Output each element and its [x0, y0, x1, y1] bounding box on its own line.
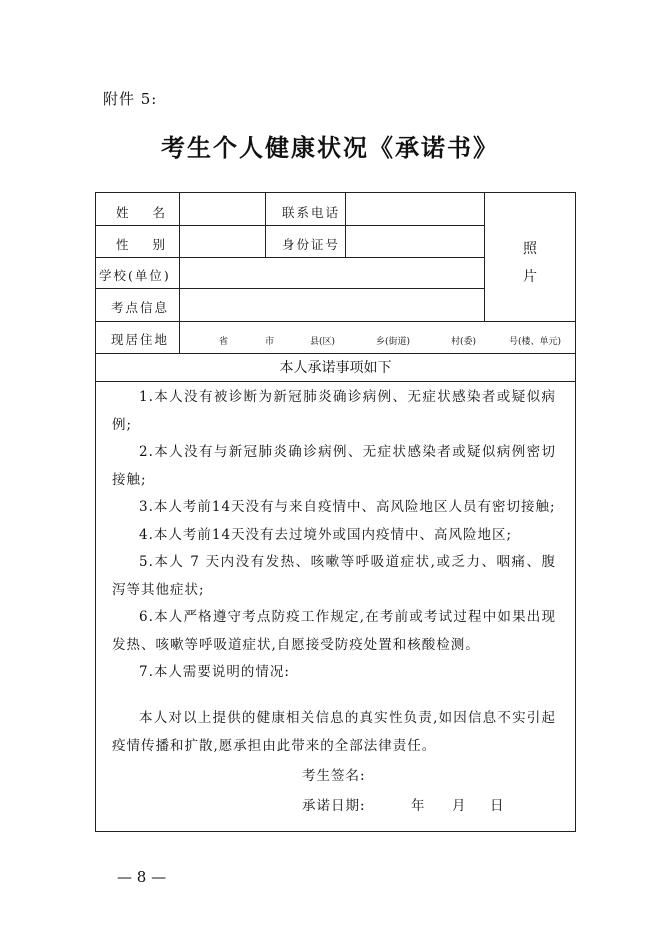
row-divider: [95, 225, 484, 226]
id-number-field[interactable]: [347, 227, 482, 256]
attachment-label: 附件 5:: [103, 90, 158, 108]
name-field[interactable]: [181, 194, 263, 224]
id-number-label: 身份证号: [282, 237, 341, 252]
address-county: 县(区): [310, 337, 336, 347]
phone-label: 联系电话: [282, 205, 341, 220]
school-label: 学校(单位): [99, 268, 171, 283]
row-divider: [95, 321, 576, 322]
address-township: 乡(街道): [376, 337, 411, 347]
commitment-header: 本人承诺事项如下: [279, 360, 392, 376]
row-divider: [95, 381, 576, 382]
address-province: 省: [219, 337, 229, 347]
column-divider: [345, 192, 346, 257]
address-village: 村(委): [451, 337, 477, 347]
document-title: 考生个人健康状况《承诺书》: [161, 133, 499, 162]
address-number: 号(楼、单元): [509, 337, 562, 347]
commitment-item: 7.本人需要说明的情况:: [139, 664, 290, 680]
exam-site-label: 考点信息: [111, 300, 170, 315]
commitment-item: 1.本人没有被诊断为新冠肺炎确诊病例、无症状感染者或疑似病例;: [112, 389, 556, 433]
commitment-list: [112, 384, 556, 687]
commitment-item: 5.本人 7 天内没有发热、咳嗽等呼吸道症状,或乏力、咽痛、腹泻等其他症状;: [112, 554, 556, 598]
commitment-item: 2.本人没有与新冠肺炎确诊病例、无症状感染者或疑似病例密切接触;: [112, 444, 556, 488]
phone-field[interactable]: [347, 194, 482, 224]
declaration-text: 本人对以上提供的健康相关信息的真实性负责,如因信息不实引起疫情传播和扩散,愿承担由此带来的全部法律责任。: [112, 710, 556, 754]
commitment-item: 4.本人考前14天没有去过境外或国内疫情中、高风险地区;: [139, 526, 513, 543]
exam-site-field[interactable]: [181, 290, 482, 320]
photo-label-bottom: 片: [523, 269, 537, 285]
name-label: 姓名: [116, 205, 190, 220]
row-divider: [95, 288, 484, 289]
photo-label-top: 照: [523, 241, 537, 257]
school-field[interactable]: [181, 259, 482, 287]
address-label: 现居住地: [111, 332, 170, 347]
date-month-unit: 月: [452, 798, 467, 814]
page-number: — 8 —: [117, 868, 167, 886]
signature-label: 考生签名:: [302, 768, 366, 784]
gender-label: 性别: [116, 237, 190, 252]
commitment-item: 3.本人考前14天没有与来自疫情中、高风险地区人员有密切接触;: [139, 499, 556, 515]
declaration: [112, 705, 556, 760]
row-divider: [95, 353, 576, 354]
date-label: 承诺日期:: [302, 798, 366, 814]
row-divider: [95, 257, 484, 258]
commitment-item: 6.本人严格遵守考点防疫工作规定,在考前或考试过程中如果出现发热、咳嗽等呼吸道症状,自愿接受防疫处置和核酸检测。: [112, 609, 556, 653]
column-divider: [484, 192, 485, 321]
gender-field[interactable]: [181, 227, 263, 256]
date-year-unit: 年: [411, 798, 426, 814]
date-day-unit: 日: [490, 798, 505, 814]
address-city: 市: [265, 337, 275, 347]
column-divider: [265, 192, 266, 257]
